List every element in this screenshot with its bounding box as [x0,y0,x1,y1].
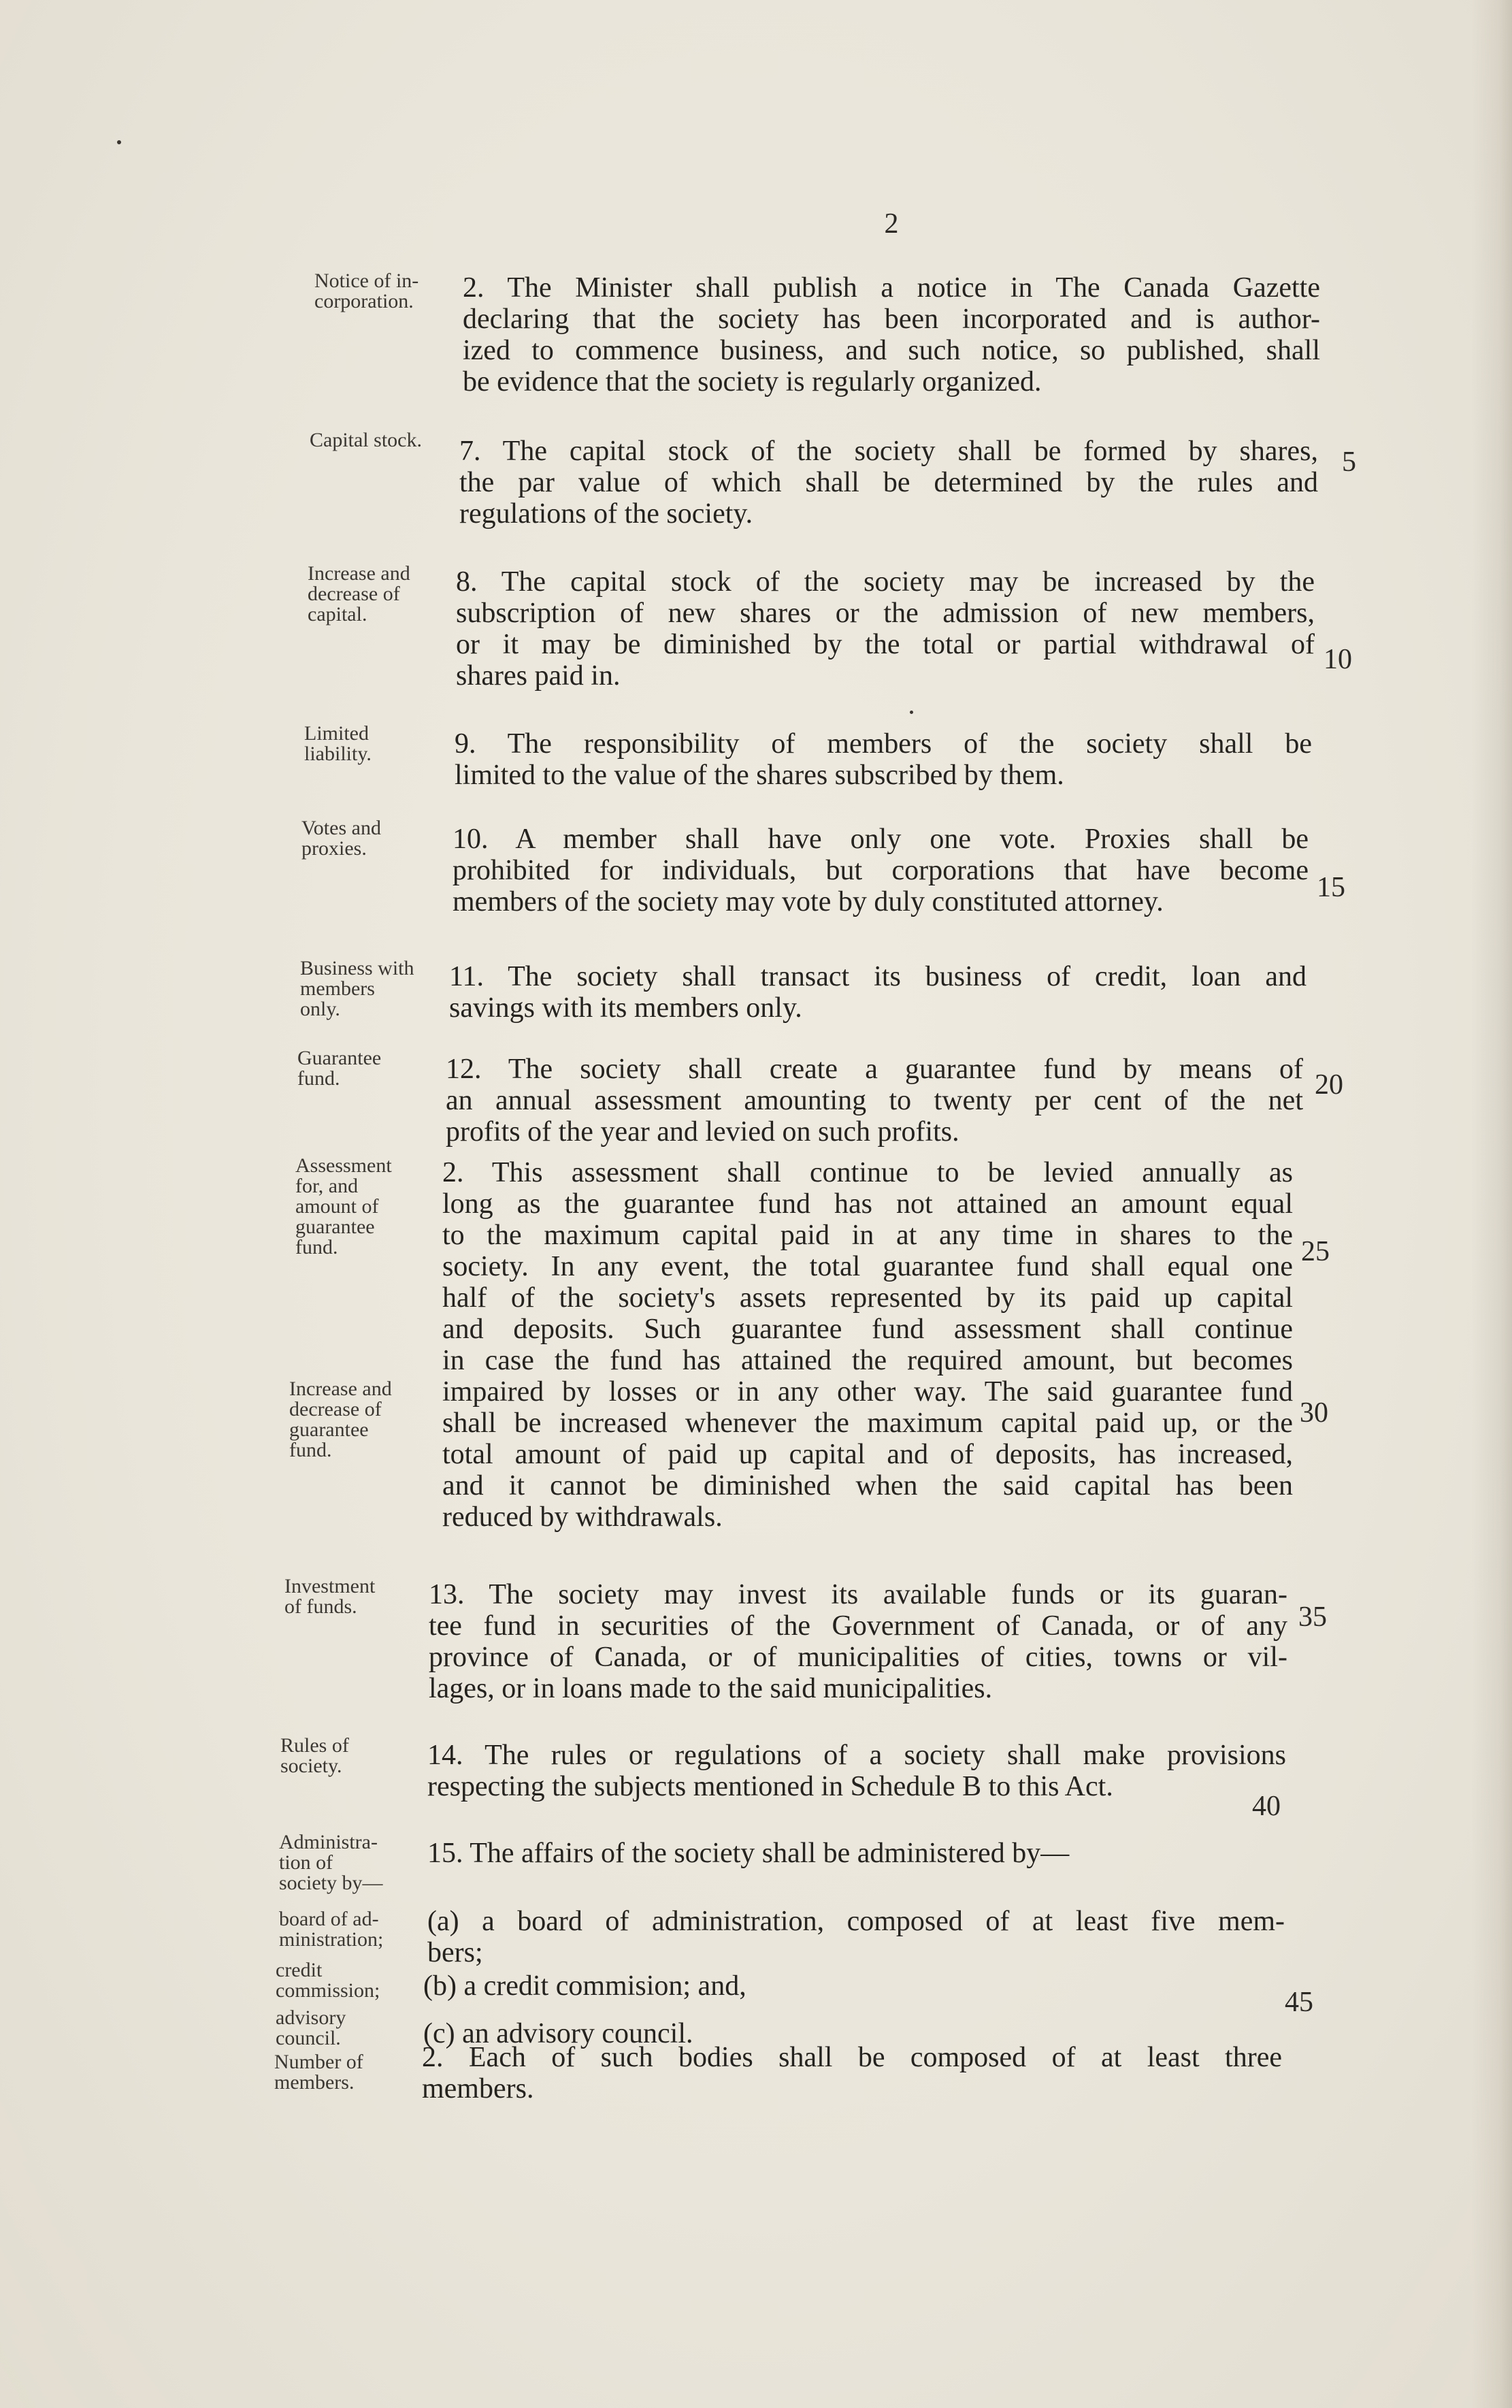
paragraph-line: profits of the year and levied on such profits. [446,1116,959,1148]
margin-line-number: 35 [1298,1601,1327,1633]
paragraph-line: half of the society's assets represented by its paid up capital [442,1282,1293,1314]
marginal-note-line: amount of [295,1195,379,1218]
marginal-note-line: guarantee [295,1216,375,1238]
paragraph-line: lages, or in loans made to the said municipalities. [429,1673,993,1704]
margin-line-number: 20 [1315,1069,1343,1101]
section-paragraph [442,1157,1293,1533]
marginal-note-line: Administra- [279,1831,378,1853]
marginal-note-line: Number of [274,2051,363,2073]
section-paragraph [422,2042,1282,2104]
marginal-note-line: proxies. [301,837,367,860]
paragraph-line: (c) an advisory council. [423,2018,693,2049]
marginal-note [279,1832,382,1893]
section-paragraph [446,1054,1303,1148]
marginal-note-line: of funds. [284,1595,357,1618]
marginal-note-line: Guarantee [297,1047,382,1069]
margin-line-number: 15 [1317,872,1345,903]
paragraph-line: savings with its members only. [449,992,802,1024]
marginal-note [300,958,414,1020]
marginal-note-line: ministration; [279,1928,384,1951]
paragraph-line: 2. Each of such bodies shall be composed of at least three [422,2042,1282,2073]
section-paragraph [463,272,1320,397]
marginal-note [276,1960,380,2001]
marginal-note [289,1379,392,1461]
section-paragraph [427,1740,1286,1802]
marginal-note-line: Notice of in- [314,270,419,292]
marginal-note-line: council. [276,2027,341,2049]
page-number: 2 [884,208,899,240]
marginal-note-line: tion of [279,1851,333,1874]
paragraph-line: prohibited for individuals, but corporations that have become [453,855,1309,886]
marginal-note-line: Rules of [280,1734,349,1757]
marginal-note-line: Limited [304,722,369,745]
paragraph-line: 15. The affairs of the society shall be administered by— [427,1838,1070,1869]
paragraph-line: (a) a board of administration, composed of at least five mem- [427,1906,1285,1937]
marginal-note [276,2008,346,2049]
paragraph-line: and deposits. Such guarantee fund assessment shall continue [442,1314,1293,1345]
marginal-note-line: fund. [289,1439,332,1461]
marginal-note-line: Votes and [301,817,381,839]
paragraph-line: shall be increased whenever the maximum capital paid up, or the [442,1408,1293,1439]
marginal-note [310,430,422,451]
marginal-note [274,2052,363,2093]
paragraph-line: 14. The rules or regulations of a society shall make provisions [427,1740,1286,1771]
ink-speck [117,140,121,144]
paragraph-line: respecting the subjects mentioned in Schedule B to this Act. [427,1771,1113,1802]
paragraph-line: and it cannot be diminished when the said capital has been [442,1470,1293,1501]
section-paragraph [427,1838,1285,1869]
margin-line-number: 30 [1300,1397,1328,1429]
marginal-note-line: guarantee [289,1418,369,1441]
paragraph-line: 7. The capital stock of the society shall be formed by shares, [459,436,1318,467]
paragraph-line: in case the fund has attained the required amount, but becomes [442,1345,1293,1376]
paragraph-line: 12. The society shall create a guarantee fund by means of [446,1054,1303,1085]
section-paragraph [453,824,1309,917]
marginal-note-line: advisory [276,2006,346,2029]
marginal-note-line: for, and [295,1175,359,1197]
marginal-note [308,564,410,625]
marginal-note [295,1156,392,1258]
section-paragraph [427,1906,1285,1968]
section-paragraph [456,566,1315,692]
marginal-note-line: society by— [279,1872,383,1894]
marginal-note-line: fund. [297,1067,340,1090]
paragraph-line: long as the guarantee fund has not attained an amount equal [442,1188,1293,1220]
marginal-note [314,271,418,312]
section-paragraph [423,1970,1281,2002]
marginal-note [304,723,372,764]
marginal-note-line: society. [280,1755,342,1777]
marginal-note-line: Capital stock. [310,429,422,451]
marginal-note [280,1736,349,1776]
margin-line-number: 45 [1285,1987,1313,2018]
marginal-note [279,1909,383,1950]
marginal-note [297,1048,381,1089]
marginal-note-line: Increase and [308,562,410,585]
paragraph-line: 8. The capital stock of the society may be increased by the [456,566,1315,598]
paragraph-line: 13. The society may invest its available funds or its guaran- [429,1579,1287,1610]
marginal-note-line: Assessment [295,1154,392,1177]
paragraph-line: 11. The society shall transact its business of credit, loan and [449,961,1306,992]
marginal-note-line: liability. [304,743,372,765]
marginal-note-line: Increase and [289,1378,392,1400]
margin-line-number: 10 [1324,644,1352,675]
section-paragraph [455,728,1312,791]
paragraph-line: the par value of which shall be determined by the rules and [459,467,1318,498]
paragraph-line: (b) a credit commision; and, [423,1970,746,2002]
marginal-note-line: capital. [308,603,367,625]
paragraph-line: be evidence that the society is regularly organized. [463,366,1042,397]
paragraph-line: tee fund in securities of the Government of Canada, or of any [429,1610,1287,1642]
paragraph-line: members of the society may vote by duly constituted attorney. [453,886,1164,917]
section-paragraph [429,1579,1287,1704]
marginal-note-line: board of ad- [279,1908,379,1930]
paragraph-line: total amount of paid up capital and of deposits, has increased, [442,1439,1293,1470]
margin-line-number: 5 [1342,446,1356,478]
marginal-note-line: members. [274,2071,355,2094]
paragraph-line: 9. The responsibility of members of the society shall be [455,728,1312,760]
paragraph-line: regulations of the society. [459,498,753,530]
paragraph-line: society. In any event, the total guarantee fund shall equal one [442,1251,1293,1282]
paragraph-line: bers; [427,1937,483,1968]
paragraph-line: declaring that the society has been incorporated and is author- [463,304,1320,335]
section-paragraph [459,436,1318,530]
paragraph-line: an annual assessment amounting to twenty per cent of the net [446,1085,1303,1116]
paragraph-line: shares paid in. [456,660,621,692]
marginal-note-line: Investment [284,1575,376,1597]
paragraph-line: impaired by losses or in any other way. The said guarantee fund [442,1376,1293,1408]
marginal-note-line: only. [300,998,340,1020]
section-paragraph [449,961,1306,1024]
page-spine-shadow [1471,0,1512,2408]
paragraph-line: ized to commence business, and such notice, so published, shall [463,335,1320,366]
marginal-note-line: commission; [276,1979,380,2002]
marginal-note-line: decrease of [308,583,400,605]
paragraph-line: limited to the value of the shares subscribed by them. [455,760,1064,791]
paragraph-line: to the maximum capital paid in at any time in shares to the [442,1220,1293,1251]
paragraph-line: 2. This assessment shall continue to be levied annually as [442,1157,1293,1188]
marginal-note-line: fund. [295,1236,338,1258]
paragraph-line: or it may be diminished by the total or partial withdrawal of [456,629,1315,660]
marginal-note-line: Business with [300,957,414,979]
marginal-note [284,1576,375,1617]
paragraph-line: province of Canada, or of municipalities of cities, towns or vil- [429,1642,1287,1673]
ink-speck [910,711,913,714]
margin-line-number: 25 [1301,1236,1330,1267]
paragraph-line: members. [422,2073,534,2104]
marginal-note-line: decrease of [289,1398,382,1420]
margin-line-number: 40 [1252,1791,1281,1822]
marginal-note-line: members [300,977,375,1000]
marginal-note-line: credit [276,1959,323,1981]
paragraph-line: 10. A member shall have only one vote. Proxies shall be [453,824,1309,855]
paragraph-line: reduced by withdrawals. [442,1501,723,1533]
paragraph-line: subscription of new shares or the admission of new members, [456,598,1315,629]
marginal-note-line: corporation. [314,290,414,312]
paragraph-line: 2. The Minister shall publish a notice in The Canada Gazette [463,272,1320,304]
marginal-note [301,818,381,859]
